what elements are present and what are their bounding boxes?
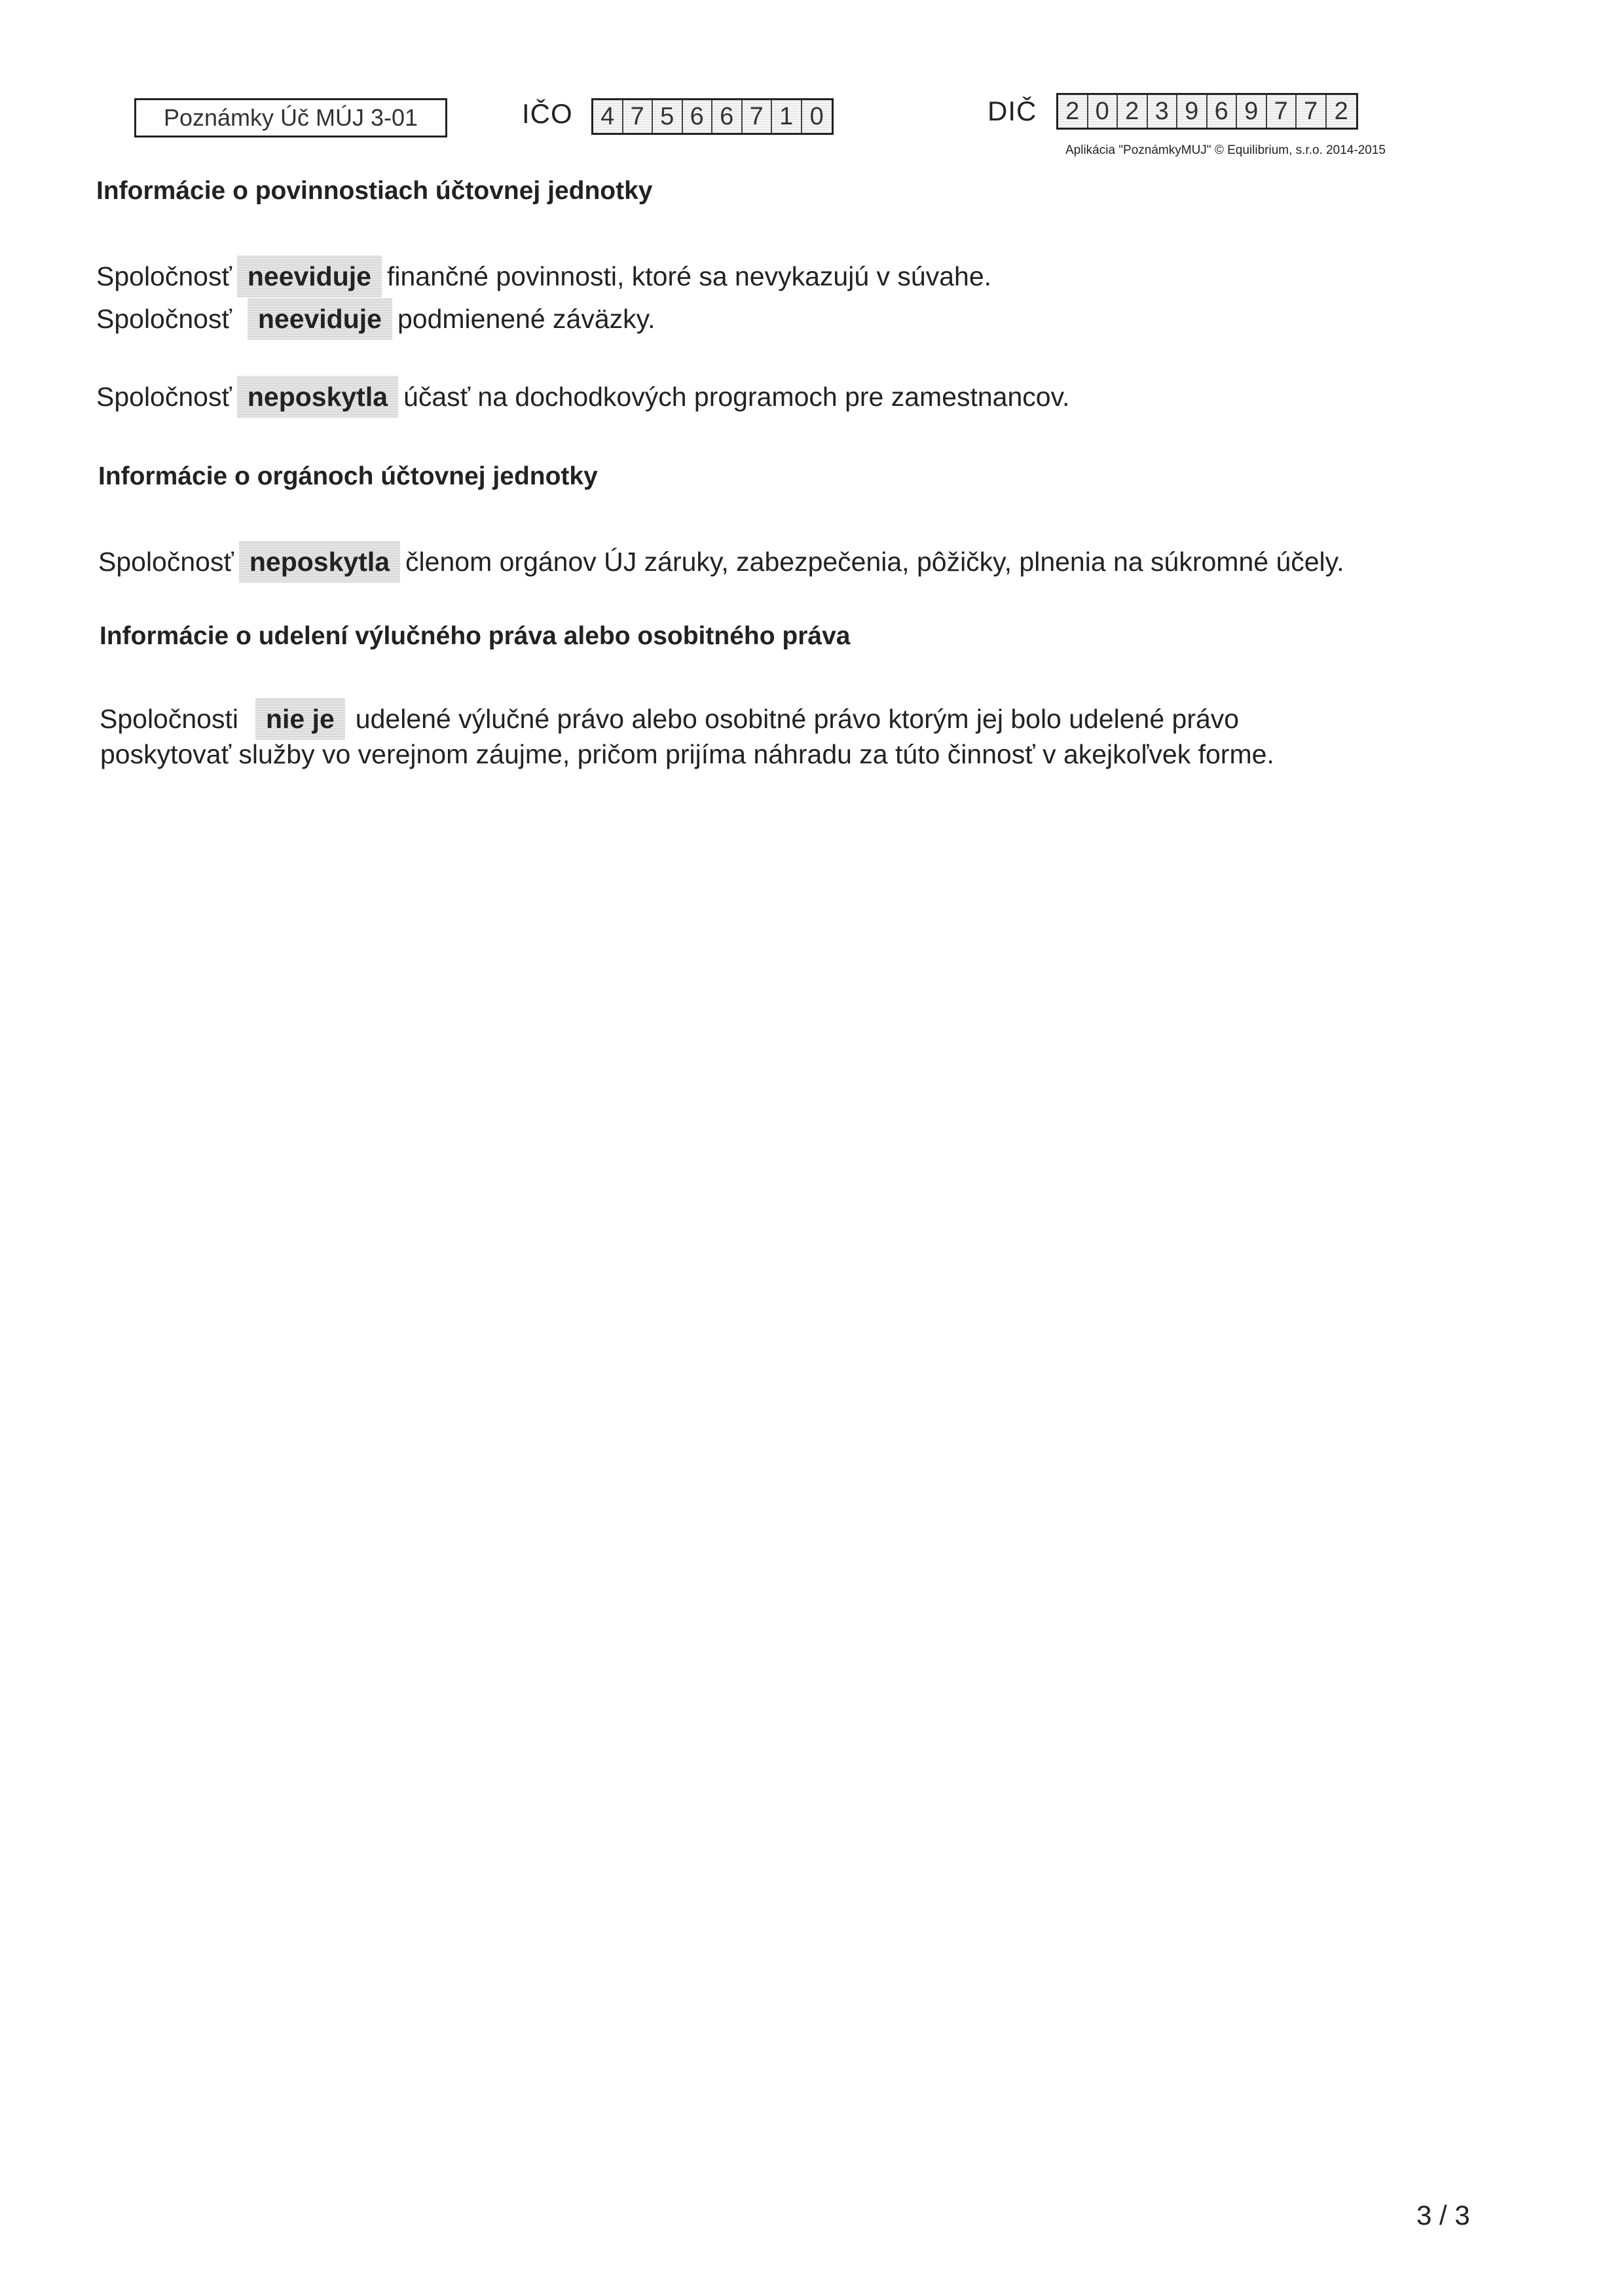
subject-text: Spoločnosti — [100, 704, 238, 734]
rights-line-1 — [100, 698, 1239, 740]
obligations-line-1 — [96, 255, 991, 297]
digit-cell: 2 — [1327, 95, 1357, 128]
form-type-label: Poznámky Úč MÚJ 3-01 — [163, 104, 418, 131]
bodies-line-1 — [98, 541, 1344, 583]
digit-cell: 2 — [1058, 95, 1088, 128]
form-type-box — [134, 98, 447, 137]
obligations-line-2 — [96, 298, 655, 340]
digit-cell: 7 — [743, 100, 773, 133]
digit-cell: 5 — [653, 100, 683, 133]
digit-cell: 6 — [712, 100, 743, 133]
value-field: neposkytla — [237, 376, 398, 418]
digit-cell: 6 — [683, 100, 713, 133]
section-heading-obligations: Informácie o povinnostiach účtovnej jednotky — [96, 177, 653, 205]
digit-cell: 6 — [1208, 95, 1238, 128]
digit-cell: 0 — [1088, 95, 1118, 128]
dic-label: DIČ — [987, 96, 1037, 126]
statement-text: poskytovať služby vo verejnom záujme, pričom prijíma náhradu za túto činnosť v akejkoľvek forme. — [100, 739, 1274, 769]
statement-text: udelené výlučné právo alebo osobitné právo ktorým jej bolo udelené právo — [355, 704, 1240, 734]
statement-text: finančné povinnosti, ktoré sa nevykazujú v súvahe. — [386, 261, 992, 291]
subject-text: Spoločnosť — [96, 261, 232, 291]
digit-cell: 3 — [1148, 95, 1178, 128]
digit-cell: 7 — [623, 100, 654, 133]
digit-cell: 9 — [1237, 95, 1267, 128]
section-heading-bodies: Informácie o orgánoch účtovnej jednotky — [98, 462, 598, 490]
application-note: Aplikácia "PoznámkyMUJ" © Equilibrium, s.r.o. 2014-2015 — [1065, 143, 1386, 157]
value-field: neeviduje — [248, 298, 392, 340]
digit-cell: 4 — [593, 100, 623, 133]
statement-text: členom orgánov ÚJ záruky, zabezpečenia, pôžičky, plnenia na súkromné účely. — [405, 547, 1344, 577]
ico-field — [591, 98, 834, 135]
value-field: neeviduje — [237, 255, 382, 297]
obligations-line-3 — [96, 376, 1069, 418]
digit-cell: 0 — [802, 100, 832, 133]
statement-text: podmienené záväzky. — [397, 304, 655, 334]
statement-text: účasť na dochodkových programoch pre zamestnancov. — [403, 382, 1070, 412]
digit-cell: 1 — [772, 100, 802, 133]
digit-cell: 2 — [1118, 95, 1148, 128]
digit-cell: 9 — [1177, 95, 1208, 128]
subject-text: Spoločnosť — [98, 547, 234, 577]
digit-cell: 7 — [1297, 95, 1327, 128]
value-field: nie je — [255, 698, 345, 740]
subject-text: Spoločnosť — [96, 304, 232, 334]
subject-text: Spoločnosť — [96, 382, 232, 412]
rights-line-2 — [100, 735, 1274, 774]
section-heading-rights: Informácie o udelení výlučného práva alebo osobitného práva — [100, 622, 851, 650]
digit-cell: 7 — [1267, 95, 1297, 128]
dic-field — [1056, 93, 1358, 130]
ico-label: IČO — [522, 98, 573, 129]
page-number: 3 / 3 — [1416, 2200, 1470, 2231]
value-field: neposkytla — [239, 541, 400, 583]
